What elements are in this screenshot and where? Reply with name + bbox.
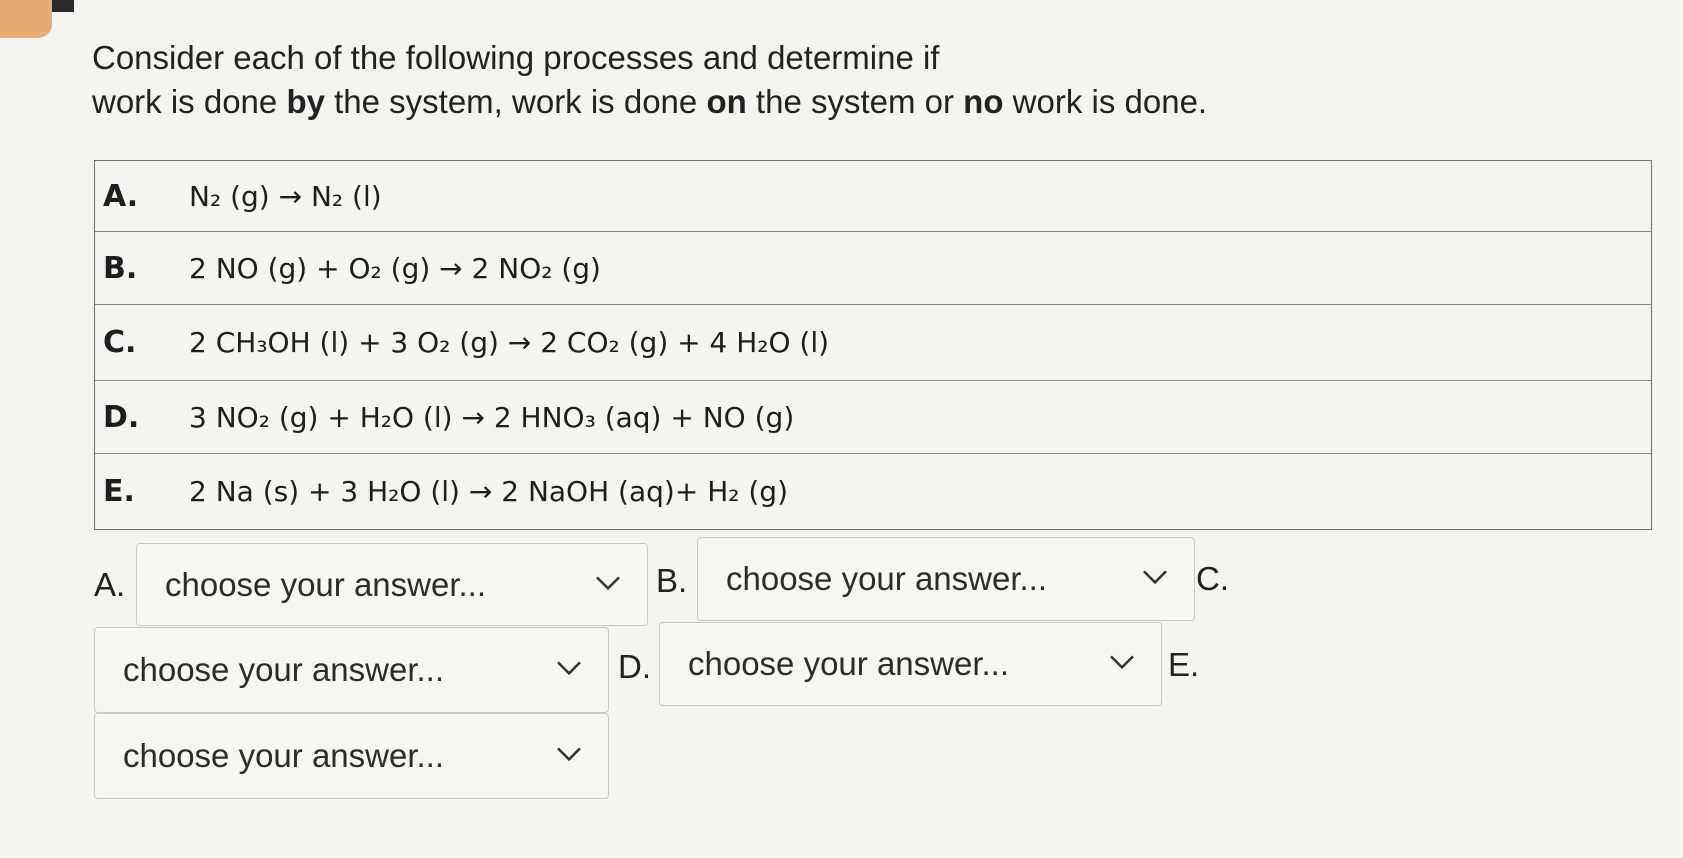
select-value: choose your answer... — [688, 645, 1010, 682]
question-line-2: work is done by the system, work is done on the system or no work is done. — [92, 83, 1208, 120]
chevron-down-icon — [556, 660, 582, 676]
answer-label-b: B. — [656, 562, 688, 599]
chevron-down-icon — [1142, 569, 1168, 585]
reaction-equation: 2 CH₃OH (l) + 3 O₂ (g) → 2 CO₂ (g) + 4 H₂O (l) — [189, 326, 830, 359]
reaction-letter: A. — [103, 178, 139, 214]
answer-label-e: E. — [1168, 646, 1200, 683]
answer-label-d: D. — [618, 648, 651, 685]
answer-select-a[interactable] — [136, 543, 648, 626]
answer-select-c[interactable] — [94, 627, 609, 713]
answer-select-b[interactable] — [697, 537, 1195, 621]
reaction-row-d — [95, 380, 1651, 453]
select-value: choose your answer... — [123, 651, 445, 688]
corner-tab — [0, 0, 52, 38]
reaction-letter: E. — [103, 474, 135, 509]
reaction-row-c — [95, 304, 1651, 380]
answer-select-e[interactable] — [94, 713, 609, 799]
select-value: choose your answer... — [165, 565, 487, 603]
reaction-letter: B. — [103, 250, 138, 286]
reaction-letter: D. — [103, 399, 140, 435]
chevron-down-icon — [595, 575, 621, 591]
question-line-1: Consider each of the following processes and determine if — [92, 39, 940, 76]
select-value: choose your answer... — [726, 560, 1048, 597]
corner-tab-dark — [52, 0, 74, 12]
reaction-row-e — [95, 453, 1651, 529]
reaction-equation: 3 NO₂ (g) + H₂O (l) → 2 HNO₃ (aq) + NO (g) — [189, 400, 795, 434]
answer-label-c: C. — [1196, 560, 1229, 597]
reaction-equation: 2 Na (s) + 3 H₂O (l) → 2 NaOH (aq)+ H₂ (g) — [189, 475, 788, 508]
reaction-letter: C. — [103, 325, 137, 360]
answer-label-a: A. — [94, 566, 126, 603]
chevron-down-icon — [556, 746, 582, 762]
reaction-equation: 2 NO (g) + O₂ (g) → 2 NO₂ (g) — [189, 251, 601, 285]
question-text — [92, 36, 1492, 124]
reaction-row-a — [95, 161, 1651, 231]
reaction-row-b — [95, 231, 1651, 304]
select-value: choose your answer... — [123, 737, 445, 774]
reaction-equation: N₂ (g) → N₂ (l) — [189, 179, 382, 213]
chevron-down-icon — [1109, 654, 1135, 670]
reaction-table — [94, 160, 1652, 530]
answer-select-d[interactable] — [659, 622, 1162, 706]
